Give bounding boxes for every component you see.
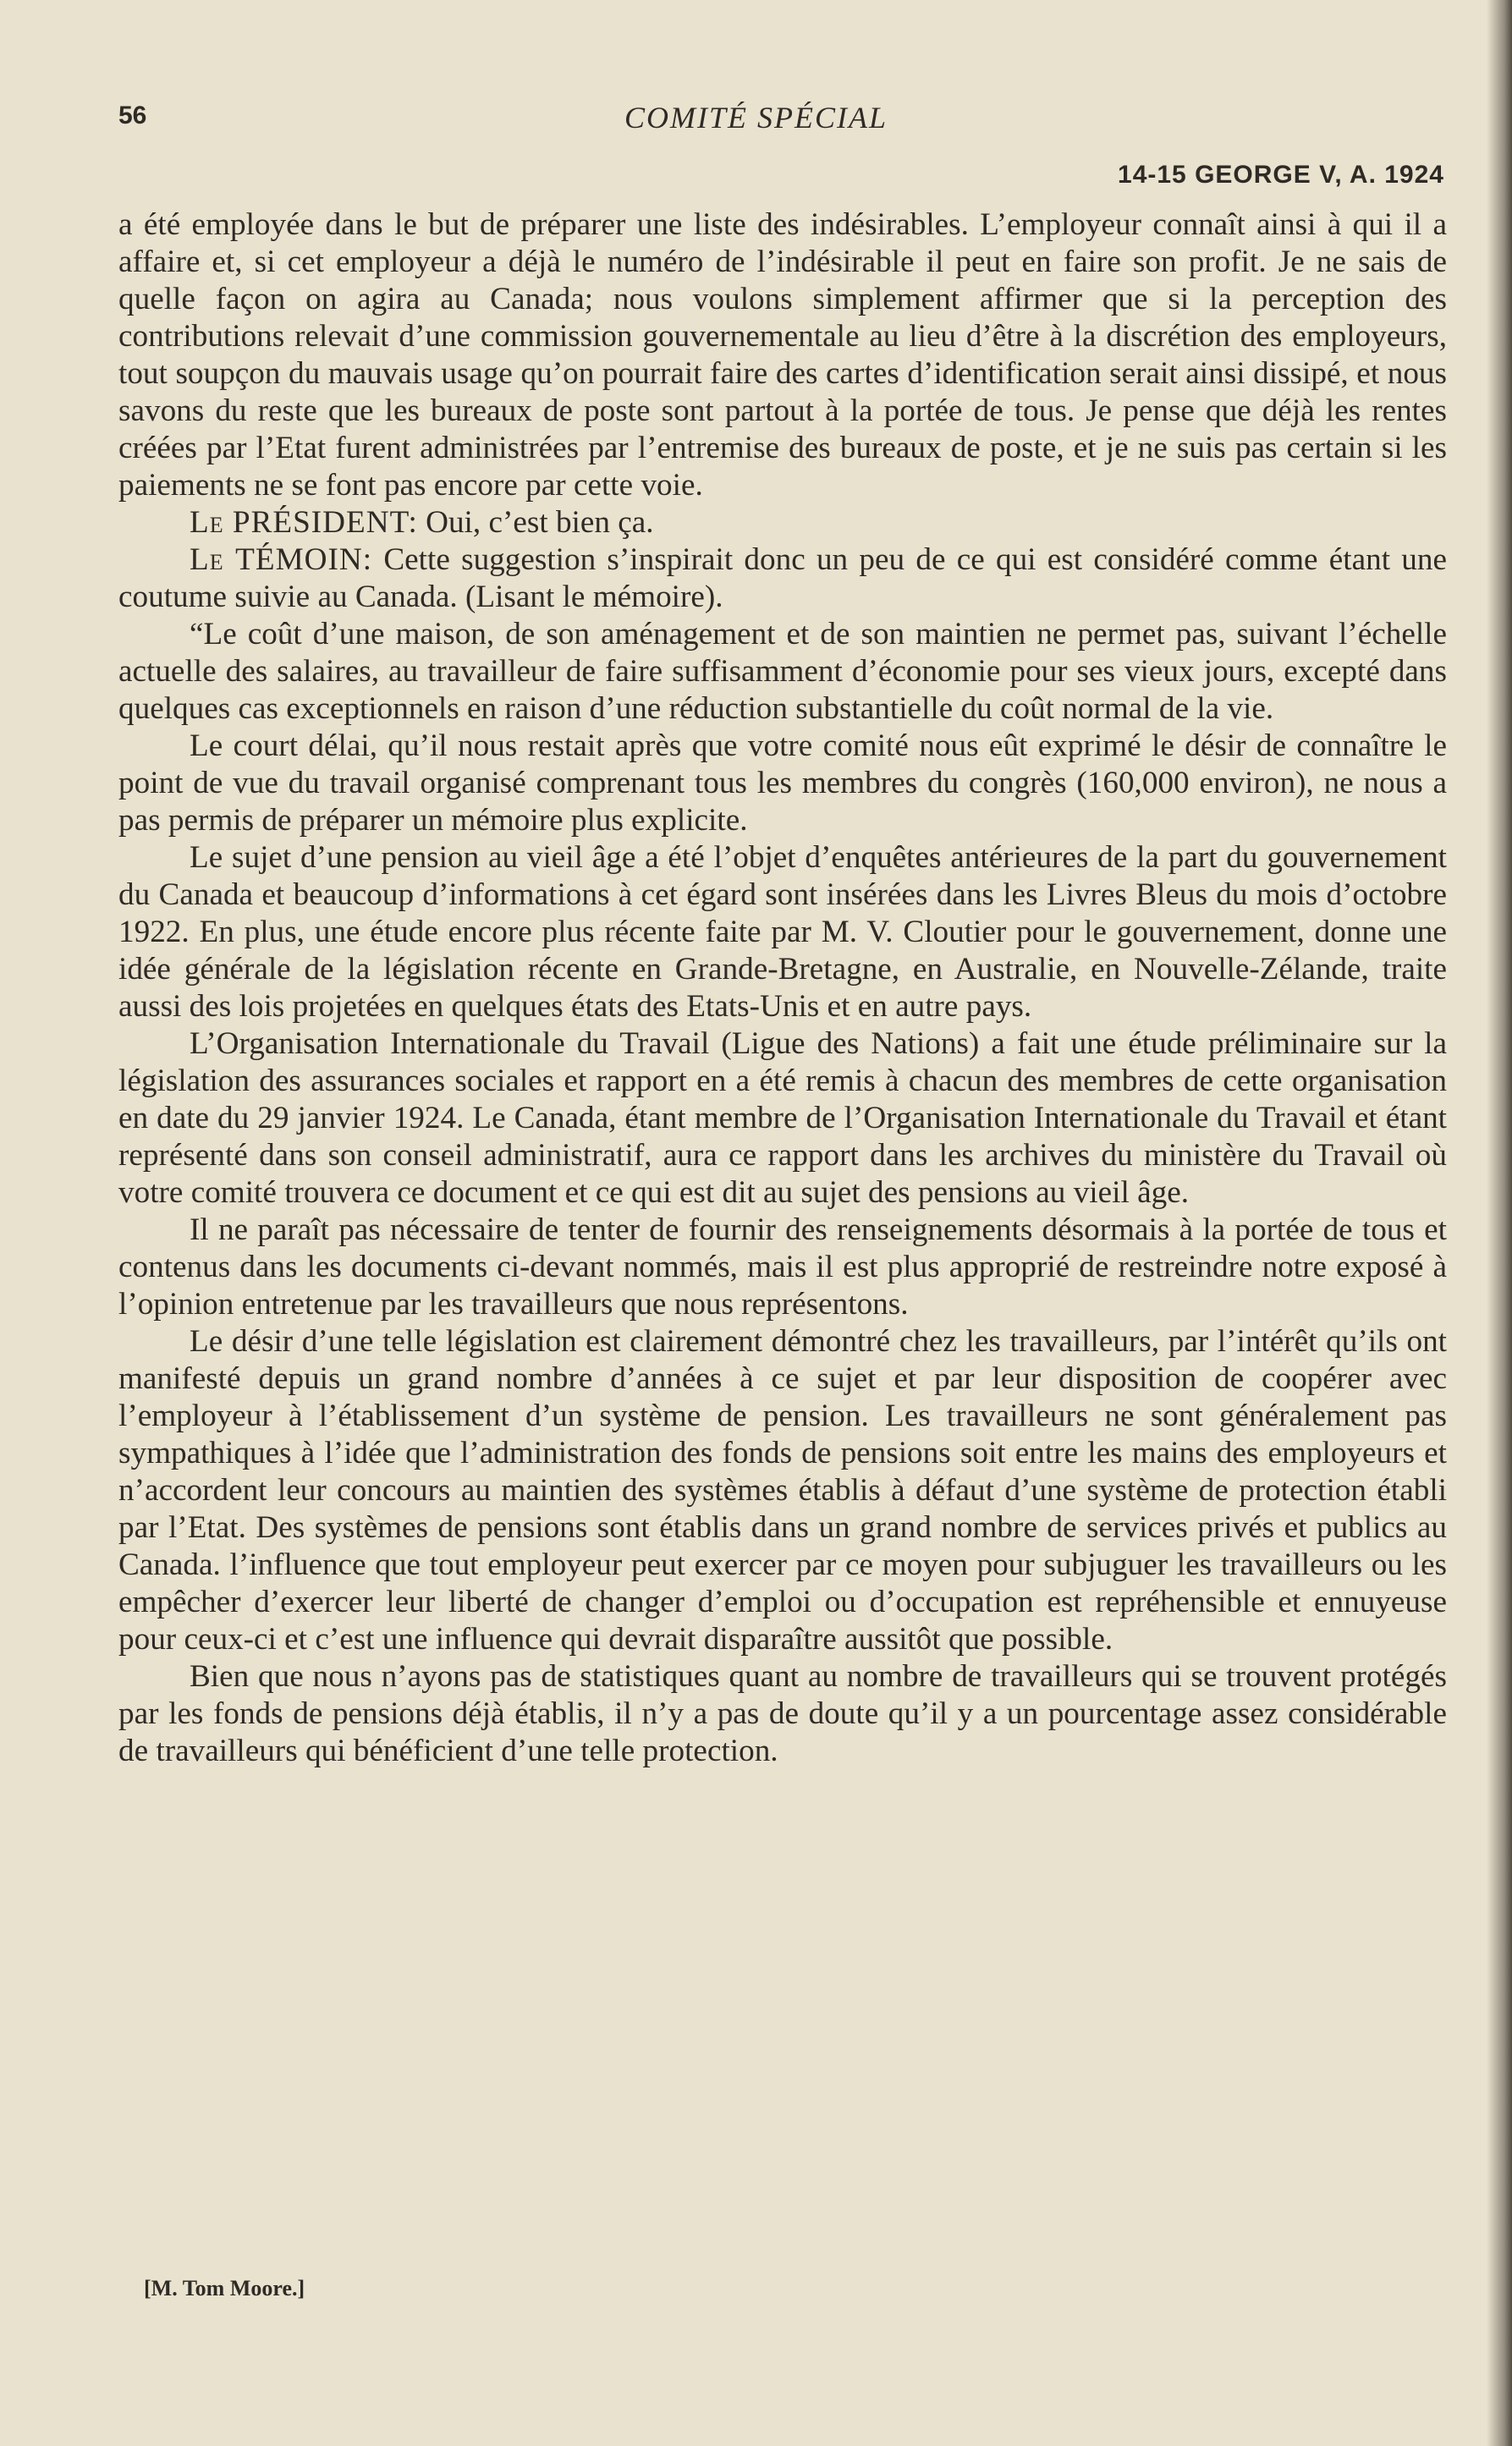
paragraph-2	[118, 504, 1447, 541]
body-text	[118, 206, 1447, 1770]
session-heading: 14-15 GEORGE V, A. 1924	[1118, 161, 1444, 189]
paragraph-6: Le sujet d’une pension au vieil âge a été l’objet d’enquêtes antérieures de la part du gouvernement du Canada et beaucoup d’informations à cet égard sont insérées dans les Livres Bleus du mois d’octobre 1922. En plus, une étude encore plus récente faite par M. V. Cloutier pour le gouvernement, donne une idée générale de la législation récente en Grande-Bretagne, en Australie, en Nouvelle-Zélande, traite aussi des lois projetées en quelques états des Etats-Unis et en autre pays.	[118, 840, 1447, 1024]
paragraph-3	[118, 541, 1447, 616]
speaker-signature: [M. Tom Moore.]	[144, 2276, 305, 2300]
paragraph-2-text: Oui, c’est bien ça.	[417, 505, 654, 540]
paragraph-3-text: Cette suggestion s’inspirait donc un peu de ce qui est considéré comme étant une coutume suivie au Canada. (Lisant le mémoire).	[118, 542, 1447, 614]
paragraph-5: Le court délai, qu’il nous restait après que votre comité nous eût exprimé le désir de connaître le point de vue du travail organisé comprenant tous les membres du congrès (160,000 environ), ne nous a pas permis de préparer un mémoire plus explicite.	[118, 728, 1447, 838]
page-edge-shadow	[1487, 0, 1512, 2446]
paragraph-1: a été employée dans le but de préparer une liste des indésirables. L’employeur connaît ainsi à qui il a affaire et, si cet employeur a déjà le numéro de l’indésirable il peut en faire son profit. Je ne sais de quelle façon on agira au Canada; nous voulons simplement affirmer que si la perception des contributions relevait d’une commission gouvernementale au lieu d’être à la discrétion des employeurs, tout soupçon du mauvais usage qu’on pourrait faire des cartes d’identification serait ainsi dissipé, et nous savons du reste que les bureaux de poste sont partout à la portée de tous. Je pense que déjà les rentes créées par l’Etat furent administrées par l’entremise des bureaux de poste, et je ne suis pas certain si les paiements ne se font pas encore par cette voie.	[118, 207, 1447, 503]
running-title: COMITÉ SPÉCIAL	[624, 101, 888, 135]
paragraph-8: Il ne paraît pas nécessaire de tenter de fournir des renseignements désormais à la portée de tous et contenus dans les documents ci-devant nommés, mais il est plus approprié de restreindre notre exposé à l’opinion entretenue par les travailleurs que nous représentons.	[118, 1212, 1447, 1322]
paragraph-10: Bien que nous n’ayons pas de statistiques quant au nombre de travailleurs qui se trouvent protégés par les fonds de pensions déjà établis, il n’y a pas de doute qu’il y a un pourcentage assez considérable de travailleurs qui bénéficient d’une telle protection.	[118, 1659, 1447, 1768]
speaker-president: Le PRÉSIDENT:	[190, 505, 418, 540]
speaker-witness: Le TÉMOIN:	[190, 542, 373, 577]
paragraph-7: L’Organisation Internationale du Travail (Ligue des Nations) a fait une étude préliminaire sur la législation des assurances sociales et rapport en a été remis à chacun des membres de cette organisation en date du 29 janvier 1924. Le Canada, étant membre de l’Organisation Internationale du Travail et étant représenté dans son conseil administratif, aura ce rapport dans les archives du ministère du Travail où votre comité trouvera ce document et ce qui est dit au sujet des pensions au vieil âge.	[118, 1026, 1447, 1210]
paragraph-4: “Le coût d’une maison, de son aménagement et de son maintien ne permet pas, suivant l’échelle actuelle des salaires, au travailleur de faire suffisamment d’économie pour ses vieux jours, excepté dans quelques cas exceptionnels en raison d’une réduction substantielle du coût normal de la vie.	[118, 617, 1447, 726]
paragraph-9: Le désir d’une telle législation est clairement démontré chez les travailleurs, par l’intérêt qu’ils ont manifesté depuis un grand nombre d’années à ce sujet et par leur disposition de coopérer avec l’employeur à l’établissement d’un système de pension. Les travailleurs ne sont généralement pas sympathiques à l’idée que l’administration des fonds de pensions soit entre les mains des employeurs et n’accordent leur concours au maintien des systèmes établis à défaut d’une système de protection établi par l’Etat. Des systèmes de pensions sont établis dans un grand nombre de services privés et publics au Canada. l’influence que tout employeur peut exercer par ce moyen pour subjuguer les travailleurs ou les empêcher d’exercer leur liberté de changer d’emploi ou d’occupation est repréhensible et ennuyeuse pour ceux-ci et c’est une influence qui devrait disparaître aussitôt que possible.	[118, 1324, 1447, 1657]
page-number: 56	[118, 102, 147, 129]
